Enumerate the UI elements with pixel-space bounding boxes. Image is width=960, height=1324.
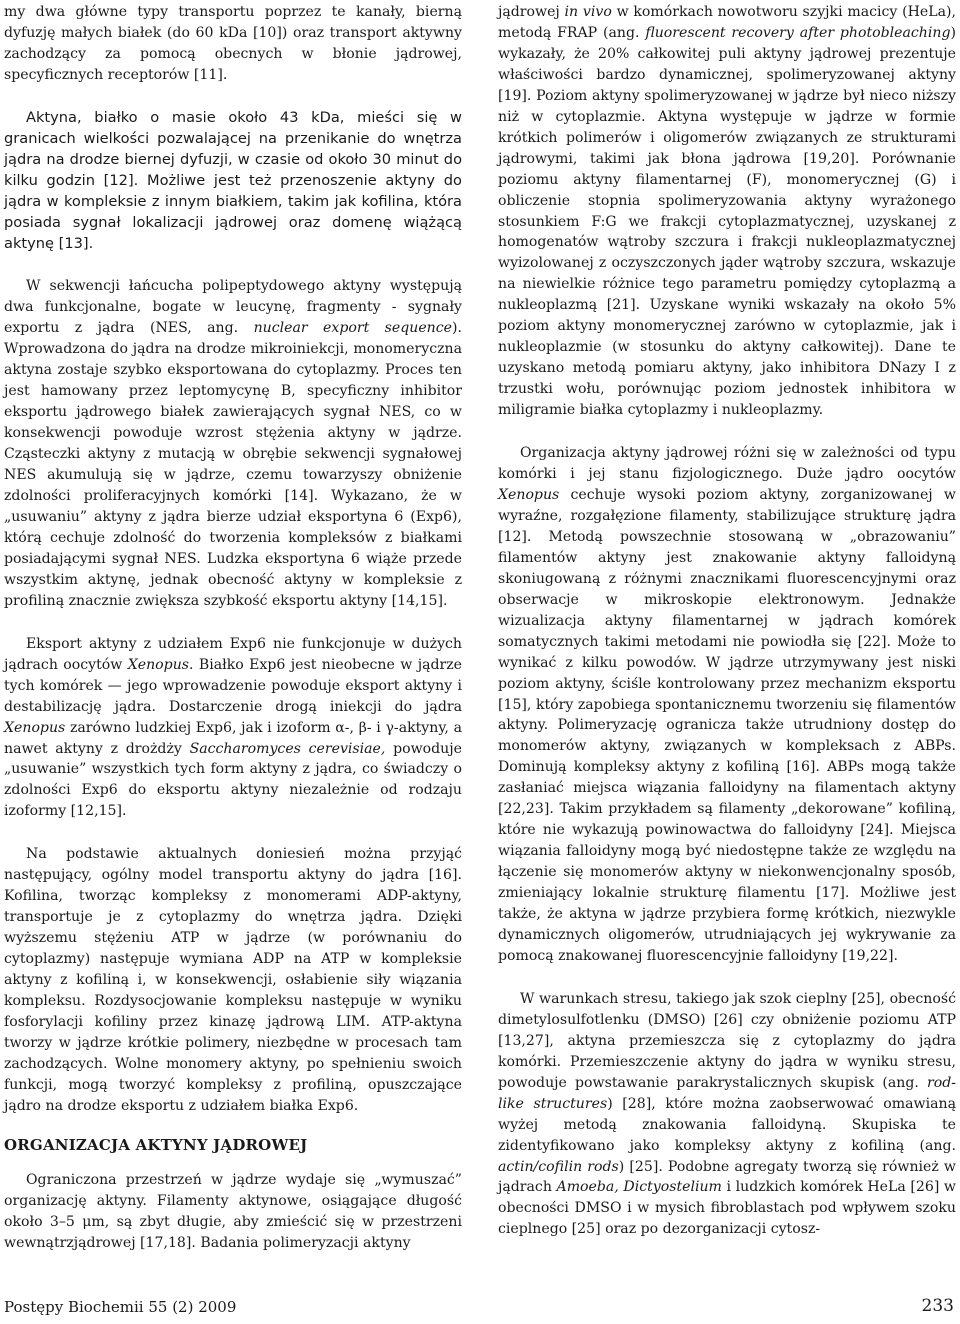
paragraph-stress — [498, 989, 956, 1240]
paragraph-nes — [4, 276, 462, 611]
section-heading: ORGANIZACJA AKTYNY JĄDROWEJ — [4, 1135, 308, 1154]
term-italic: rod-like structures — [498, 1074, 956, 1112]
term-italic: actin/cofilin rods — [498, 1158, 619, 1175]
page-number: 233 — [921, 1296, 954, 1316]
term-italic: Saccharomyces cerevisiae, — [189, 740, 386, 757]
journal-footer: Postępy Biochemii 55 (2) 2009 — [4, 1298, 237, 1316]
term-italic: nuclear export sequence — [253, 320, 452, 337]
left-column — [4, 2, 462, 1253]
right-column — [498, 2, 956, 1240]
paragraph-text: W sekwencji łańcucha polipeptydowego aktyny występują dwa funkcjonalne, bogate w leucynę, fragmenty - sygnały exportu z jądra (NES, ang. — [4, 278, 462, 337]
paragraph-text: jądrowej — [498, 4, 565, 20]
paragraph-exp6 — [4, 634, 462, 823]
paragraph-text: Możliwe jest też przenoszenie aktyny do jądra w kompleksie z innym białkiem, takim jak kofilina, która posiada sygnał lokalizacji jądrowej oraz domenę wiążącą aktynę [13]. — [4, 171, 462, 252]
paragraph-text: Aktyna, białko o masie około 43 kDa, mieści się w granicach wielkości pozwalającej na przenikanie do wnętrza jądra na drodze biernej dyfuzji, w czasie od około 30 minut do kilku godzin [12]. — [4, 108, 462, 189]
paragraph-text: W warunkach stresu, takiego jak szok cieplny [25], obecność dimetylosulfotlenku (DMSO) [26] czy obniżenie poziomu ATP [13,27], aktyna przemieszcza się z cytoplazmy do jądra komórki. Przemieszczenie aktyny do jądra w wyniku stresu, powoduje powstawanie parakrystalicznych skupisk (ang. — [498, 990, 956, 1091]
term-italic: in vivo — [564, 4, 612, 20]
paragraph-frap — [498, 2, 956, 421]
paragraph-cell-type — [498, 443, 956, 967]
paragraph-organization: Ograniczona przestrzeń w jądrze wydaje się „wymuszać” organizację aktyny. Filamenty aktynowe, osiągające długość około 3–5 μm, są zbyt długie, aby zmieścić się w przestrzeni wewnątrzjądrowej [17,18]. Badania polimeryzacji aktyny — [4, 1171, 462, 1251]
paragraph-intro: my dwa główne typy transportu poprzez te kanały, bierną dyfuzję małych białek (do 60 kDa [10]) oraz transport aktywny zachodzący za pomocą obecnych w błonie jądrowej, specyficznych receptorów [11]. — [4, 4, 462, 83]
paragraph-text: powoduje „usuwanie” wszystkich tych form aktyny z jądra, co świadczy o zdolności Exp6 do eksportu aktyny niezależnie od rodzaju izoformy [12,15]. — [4, 740, 462, 820]
paragraph-text: . Białko Exp6 jest nieobecne w jądrze tych komórek — jego wprowadzenie powoduje eksport aktyny i destabilizację jądra. Dostarczenie drogą iniekcji do jądra — [4, 656, 462, 715]
term-italic: Xenopus — [498, 486, 560, 503]
paragraph-text: Organizacja aktyny jądrowej różni się w zależności od typu komórki i jej stanu fizjologicznego. Duże jądro oocytów — [498, 445, 956, 483]
paragraph-text: w komórkach nowotworu szyjki macicy (HeLa), metodą FRAP (ang. — [498, 4, 956, 41]
term-italic: Xenopus — [4, 719, 66, 736]
paragraph-text: ). Wprowadzona do jądra na drodze mikroiniekcji, monomeryczna aktyna zostaje szybko eksportowana do cytoplazmy. Proces ten jest hamowany przez leptomycynę B, specyficzny inhibitor eksportu jądrowego białek zawierających sygnał NES, co w konsekwencji powoduje wzrost stężenia aktyny w jądrze. Cząsteczki aktyny z mutacją w obrębie sekwencji sygnałowej NES akumulują się w jądrze, czemu towarzyszy obniżenie zdolności proliferacyjnych komórki [14]. Wykazano, że w „usuwaniu” aktyny z jądra bierze udział eksportyna 6 (Exp6), którą cechuje zdolność do tworzenia kompleksów z białkami posiadającymi sygnał NES. Ludzka eksportyna 6 wiąże przede wszystkim aktynę, jednak obecność aktyny w kompleksie z profiliną znacznie zwiększa szybkość eksportu aktyny [14,15]. — [4, 320, 462, 609]
term-italic: Amoeba, Dictyostelium — [556, 1179, 722, 1196]
paragraph-text: ) [25]. Podobne agregaty tworzą się również w jądrach — [498, 1158, 956, 1196]
paragraph-transport-model: Na podstawie aktualnych doniesień można przyjąć następujący, ogólny model transportu aktyny do jądra [16]. Kofilina, tworząc kompleksy z monomerami ADP-aktyny, transportuje je z cytoplazmy do wnętrza jądra. Dzięki wyższemu stężeniu ATP w jądrze (w porównaniu do cytoplazmy) następuje wymiana ADP na ATP w kompleksie aktyny z kofiliną i, w konsekwencji, osłabienie siły wiązania kompleksu. Rozdysocjowanie kompleksu następuje w wyniku fosforylacji kofiliny przez kinazę jądrową LIM. ATP-aktyna tworzy w jądrze krótkie polimery, niezbędne w procesach tam zachodzących. Wolne monomery aktyny, po spełnieniu swoich funkcji, mogą tworzyć kompleksy z profiliną, opuszczające jądro na drodze eksportu z udziałem białka Exp6. — [4, 846, 462, 1114]
paragraph-text: Eksport aktyny z udziałem Exp6 nie funkcjonuje w dużych jądrach oocytów — [4, 635, 462, 673]
term-italic: Xenopus — [127, 656, 190, 673]
paragraph-text: ) wykazały, że 20% całkowitej puli aktyny jądrowej prezentuje właściwości bardzo dynamicznej, spolimeryzowanej aktyny [19]. Poziom aktyny spolimeryzowanej w jądrze był nieco niższy niż w cytoplazmie. Aktyna występuje w jądrze w formie krótkich polimerów i oligomerów związanych ze strukturami jądrowymi, takimi jak błona jądrowa [19,20]. Porównanie poziomu aktyny filamentarnej (F), monomerycznej (G) i obliczenie stopnia spolimeryzowania aktyny wyrażonego stosunkiem F:G we frakcji cytoplazmatycznej, uzyskanej z homogenatów wątroby szczura i frakcji nukleoplazmatycznej wyizolowanej z oczyszczonych jąder wątroby szczura, wskazuje na niewielkie różnice tego parametru pomiędzy cytoplazmą a nukleoplazmą [21]. Uzyskane wyniki wskazały na około 5% poziom aktyny monomerycznej zarówno w cytoplazmie, jak i nukleoplazmie (w stosunku do aktyny całkowitej). Dane te uzyskano metodą pomiaru aktyny, jako inhibitora DNazy I z trzustki wołu, porównując poziom jednostek inhibitora w miligramie białka cytoplazmy i nukleoplazmy. — [498, 24, 956, 419]
paragraph-actin-diffusion — [4, 108, 462, 255]
term-italic: fluorescent recovery after photobleaching — [645, 24, 951, 41]
paragraph-text: ) [28], które można zaobserwować omawianą wyżej metodą znakowania falloidyną. Skupiska te zidentyfikowano jako kompleksy aktyny z kofiliną (ang. — [498, 1095, 957, 1154]
paragraph-text: i ludzkich komórek HeLa [26] w obecności DMSO i w mysich fibroblastach pod wpływem szoku cieplnego [25] oraz po dezorganizacji cytosz- — [498, 1179, 956, 1238]
paragraph-text: zarówno ludzkiej Exp6, jak i izoform α-, β- i γ-aktyny, a nawet aktyny z drożdży — [4, 719, 462, 757]
paragraph-text: cechuje wysoki poziom aktyny, zorganizowanej w wyraźne, rozgałęzione filamenty, stabilizujące strukturę jądra [12]. Metodą powszechnie stosowaną w „obrazowaniu” filamentów aktyny jest znakowanie aktyny falloidyną skoniugowaną z różnymi znacznikami fluorescencyjnymi oraz obserwacje w mikroskopie elektronowym. Jednakże wizualizacja aktyny filamentarnej w jądrach komórek somatycznych takimi metodami nie powiodła się [22]. Może to wynikać z kilku powodów. W jądrze utrzymywany jest niski poziom aktyny, ściśle kontrolowany przez mechanizm eksportu [15], który zapobiega spontanicznemu tworzeniu się filamentów aktyny. Polimeryzację ogranicza także utrudniony dostęp do monomerów aktyny, związanych w kompleksach z ABPs. Dominują kompleksy aktyny z kofiliną [16]. ABPs mogą także zasłaniać miejsca wiązania falloidyny na filamentach aktyny [22,23]. Takim przykładem są filamenty „dekorowane” kofiliną, które nie wykazują powinowactwa do falloidyny [24]. Miejsca wiązania falloidyny mogą być niedostępne także ze względu na łączenie się monomerów aktyny w niekonwencjonalny sposób, zmieniający lokalnie strukturę filamentu [17]. Możliwe jest także, że aktyna w jądrze przybiera formę krótkich, niezwykle dynamicznych oligomerów, utrudniających jej wykrywanie za pomocą znakowanej fluorescencyjnie falloidyny [19,22]. — [498, 486, 956, 964]
